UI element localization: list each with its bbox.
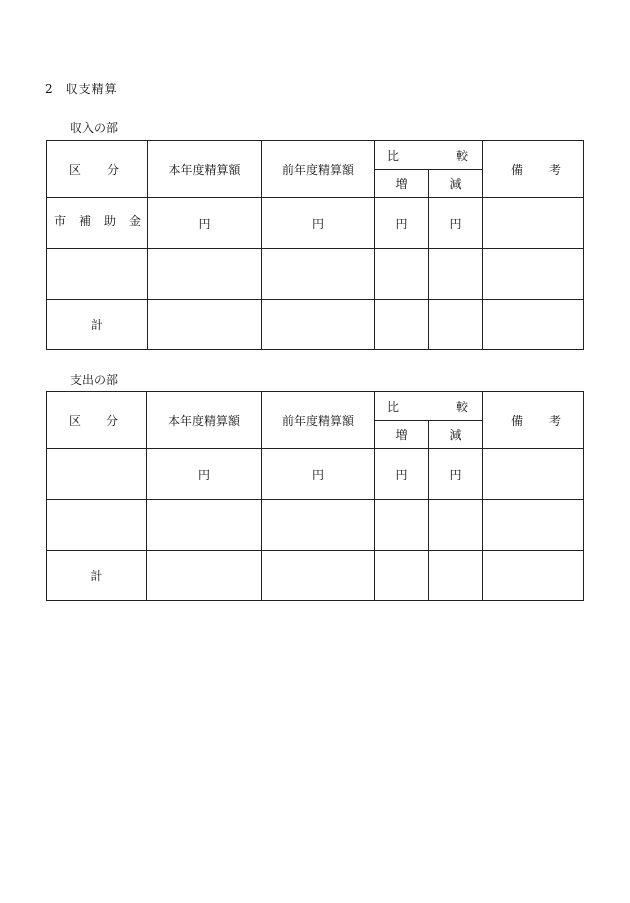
decrease-cell <box>429 300 483 350</box>
category-cell: 市 補 助 金 <box>47 198 148 249</box>
remarks-cell <box>483 500 584 551</box>
header-category: 区 分 <box>47 141 148 198</box>
category-cell <box>47 249 148 300</box>
expense-table <box>46 391 584 601</box>
table-row <box>47 249 584 300</box>
decrease-cell <box>429 551 483 601</box>
current-amount-cell: 円 <box>148 198 262 249</box>
expense-section-label: 支出の部 <box>70 373 119 387</box>
decrease-cell <box>429 500 483 551</box>
previous-amount-cell: 円 <box>262 449 375 500</box>
header-decrease: 減 <box>429 421 483 449</box>
header-current-amount: 本年度精算額 <box>148 141 262 198</box>
remarks-cell <box>483 249 584 300</box>
header-comparison: 比 較 <box>375 141 483 170</box>
increase-cell <box>375 500 429 551</box>
income-table <box>46 140 584 350</box>
category-cell <box>47 449 147 500</box>
current-amount-cell: 円 <box>147 449 262 500</box>
decrease-cell <box>429 249 483 300</box>
remarks-cell <box>483 300 584 350</box>
header-previous-amount: 前年度精算額 <box>262 392 375 449</box>
increase-cell <box>375 551 429 601</box>
header-previous-amount: 前年度精算額 <box>262 141 375 198</box>
section-number: 2 <box>45 82 54 96</box>
increase-cell: 円 <box>375 198 429 249</box>
increase-cell <box>375 249 429 300</box>
previous-amount-cell: 円 <box>262 198 375 249</box>
remarks-cell <box>483 551 584 601</box>
previous-amount-cell <box>262 551 375 601</box>
header-current-amount: 本年度精算額 <box>147 392 262 449</box>
decrease-cell: 円 <box>429 449 483 500</box>
increase-cell <box>375 300 429 350</box>
previous-amount-cell <box>262 300 375 350</box>
section-title: 収支精算 <box>65 82 118 96</box>
header-increase: 増 <box>375 421 429 449</box>
category-cell <box>47 500 147 551</box>
total-label: 計 <box>47 551 147 601</box>
remarks-cell <box>483 449 584 500</box>
header-category: 区 分 <box>47 392 147 449</box>
remarks-cell <box>483 198 584 249</box>
current-amount-cell <box>147 551 262 601</box>
header-remarks: 備 考 <box>483 141 584 198</box>
section-heading <box>45 80 118 97</box>
decrease-cell: 円 <box>429 198 483 249</box>
increase-cell: 円 <box>375 449 429 500</box>
total-row <box>47 551 584 601</box>
table-row <box>47 449 584 500</box>
table-row <box>47 500 584 551</box>
current-amount-cell <box>147 500 262 551</box>
header-increase: 増 <box>375 170 429 198</box>
previous-amount-cell <box>262 249 375 300</box>
current-amount-cell <box>148 300 262 350</box>
header-comparison: 比 較 <box>375 392 483 421</box>
total-row <box>47 300 584 350</box>
income-section-label: 収入の部 <box>70 121 119 135</box>
previous-amount-cell <box>262 500 375 551</box>
total-label: 計 <box>47 300 148 350</box>
header-decrease: 減 <box>429 170 483 198</box>
table-row <box>47 198 584 249</box>
header-remarks: 備 考 <box>483 392 584 449</box>
current-amount-cell <box>148 249 262 300</box>
